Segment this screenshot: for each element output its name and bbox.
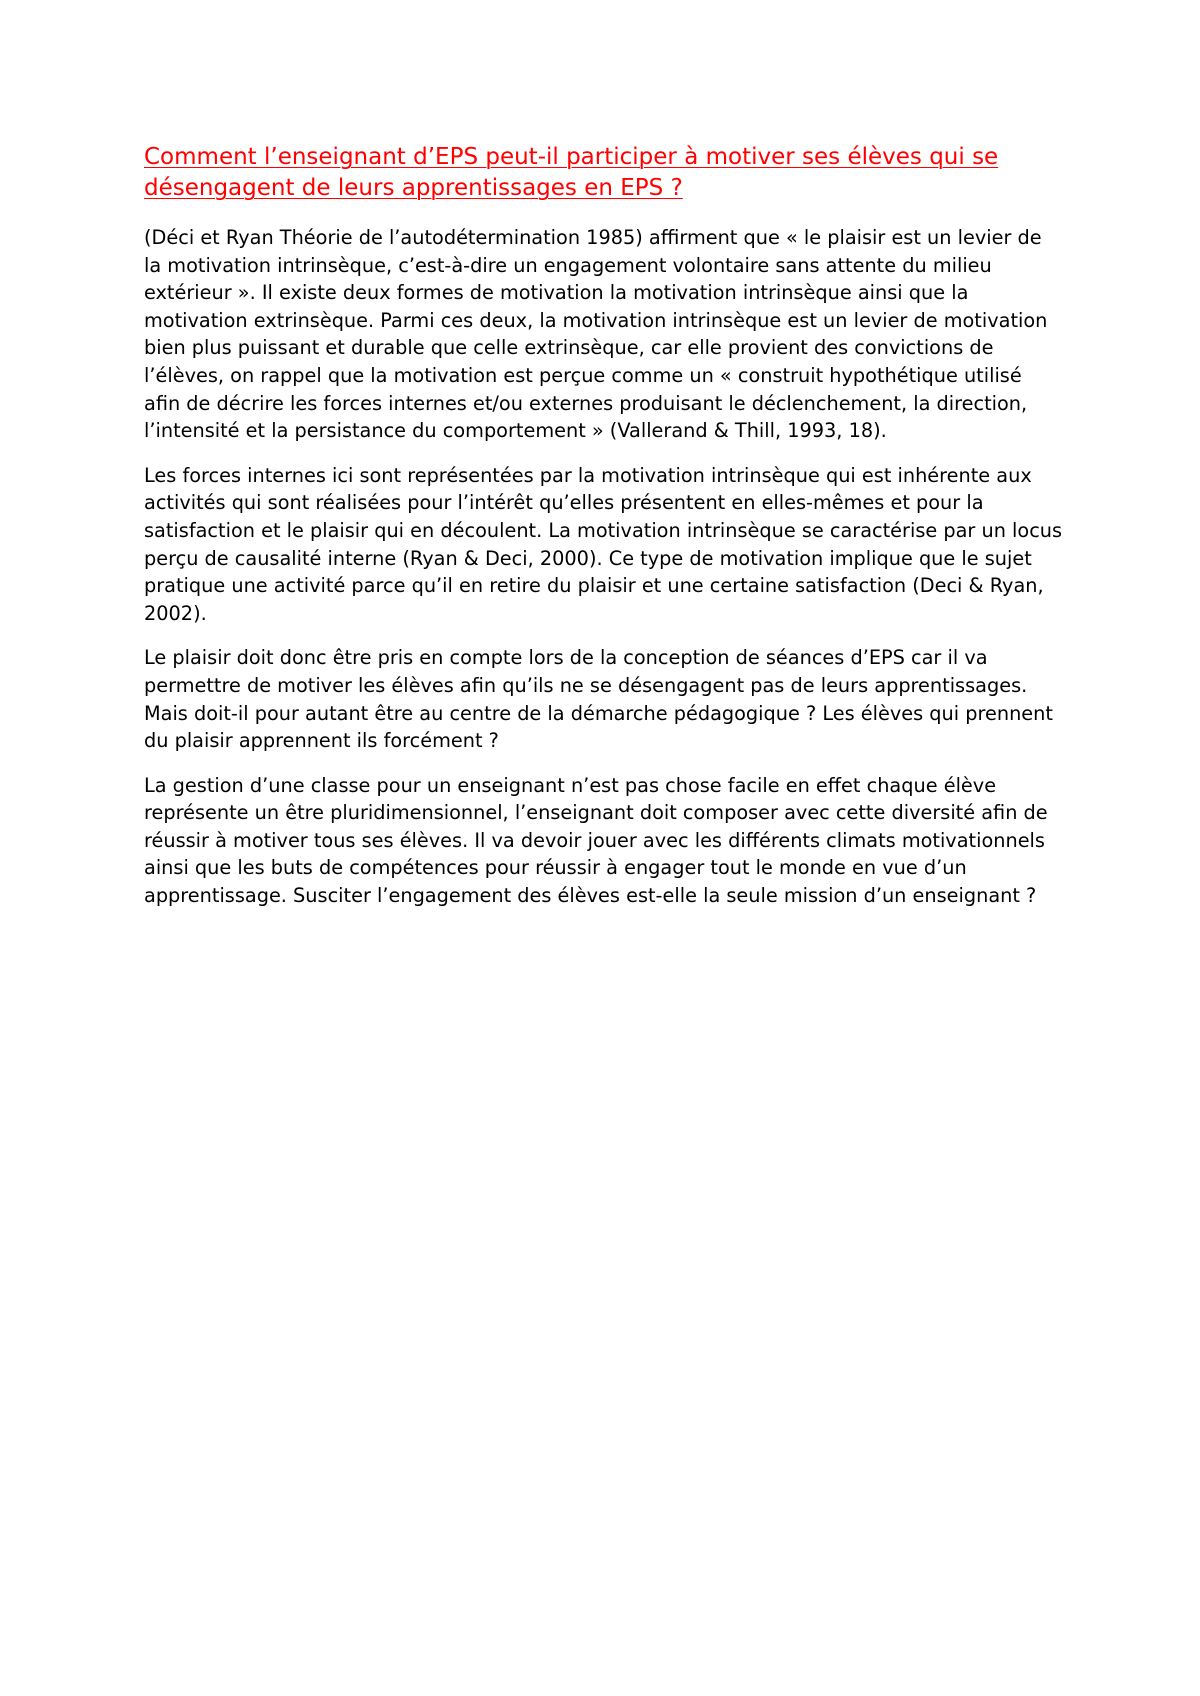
document-title: Comment l’enseignant d’EPS peut-il participer à motiver ses élèves qui se désengagent de leurs apprentissages en EPS ?	[144, 144, 999, 201]
paragraph-intro: (Déci et Ryan Théorie de l’autodétermination 1985) affirment que « le plaisir est un levier de la motivation intrinsèque, c’est-à-dire un engagement volontaire sans attente du milieu extérieur ». Il existe deux formes de motivation la motivation intrinsèque ainsi que la motivation extrinsèque. Parmi ces deux, la motivation intrinsèque est un levier de motivation bien plus puissant et durable que celle extrinsèque, car elle provient des convictions de l’élèves, on rappel que la motivation est perçue comme un « construit hypothétique utilisé afin de décrire les forces internes et/ou externes produisant le déclenchement, la direction, l’intensité et la persistance du comportement » (Vallerand & Thill, 1993, 18).	[144, 226, 1048, 443]
paragraph-internal-forces: Les forces internes ici sont représentées par la motivation intrinsèque qui est inhérente aux activités qui sont réalisées pour l’intérêt qu’elles présentent en elles-mêmes et pour la satisfaction et le plaisir qui en découlent. La motivation intrinsèque se caractérise par un locus perçu de causalité interne (Ryan & Deci, 2000). Ce type de motivation implique que le sujet pratique une activité parce qu’il en retire du plaisir et une certaine satisfaction (Deci & Ryan, 2002).	[144, 463, 1063, 625]
paragraph-pleasure: Le plaisir doit donc être pris en compte lors de la conception de séances d’EPS car il va permettre de motiver les élèves afin qu’ils ne se désengagent pas de leurs apprentissages. Mais doit-il pour autant être au centre de la démarche pédagogique ? Les élèves qui prennent du plaisir apprennent ils forcément ?	[144, 646, 1053, 753]
document-body	[144, 142, 1064, 927]
paragraph-class-management: La gestion d’une classe pour un enseignant n’est pas chose facile en effet chaque élève représente un être pluridimensionnel, l’enseignant doit composer avec cette diversité afin de réussir à motiver tous ses élèves. Il va devoir jouer avec les différents climats motivationnels ainsi que les buts de compétences pour réussir à engager tout le monde en vue d’un apprentissage. Susciter l’engagement des élèves est-elle la seule mission d’un enseignant ?	[144, 773, 1048, 908]
